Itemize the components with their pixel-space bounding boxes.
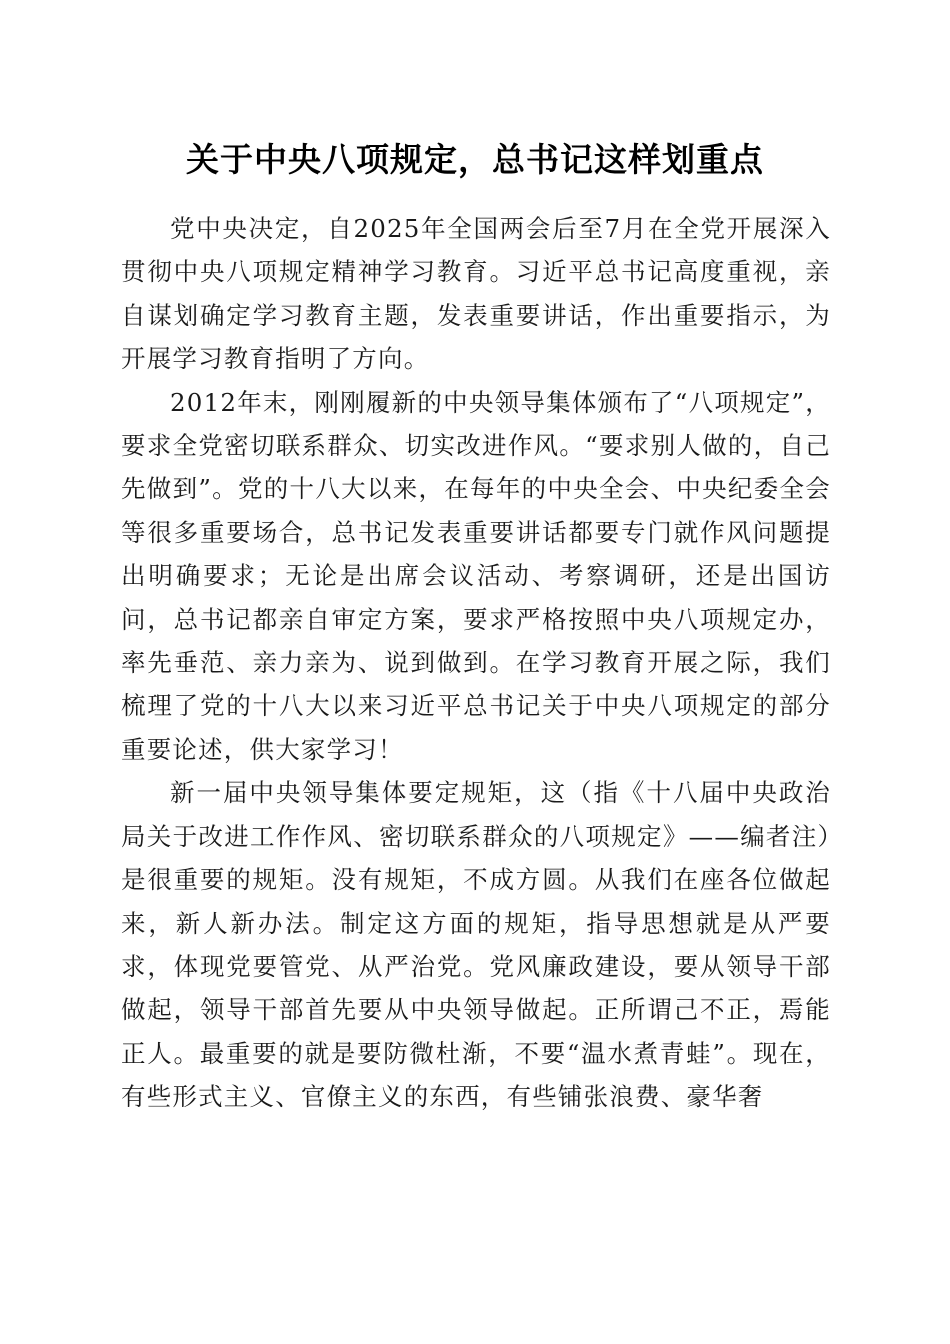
- document-title: 关于中央八项规定，总书记这样划重点: [186, 140, 764, 179]
- paragraph-2: 2012年末，刚刚履新的中央领导集体颁布了“八项规定”，要求全党密切联系群众、切实改进作风。“要求别人做的，自己先做到”。党的十八大以来，在每年的中央全会、中央纪委全会等很多重要场合，总书记发表重要讲话都要专门就作风问题提出明确要求；无论是出席会议活动、考察调研，还是出国访问，总书记都亲自审定方案，要求严格按照中央八项规定办，率先垂范、亲力亲为、说到做到。在学习教育开展之际，我们梳理了党的十八大以来习近平总书记关于中央八项规定的部分重要论述，供大家学习！: [121, 387, 831, 764]
- paragraph-1: 党中央决定，自2025年全国两会后至7月在全党开展深入贯彻中央八项规定精神学习教育。习近平总书记高度重视，亲自谋划确定学习教育主题，发表重要讲话，作出重要指示，为开展学习教育指明了方向。: [121, 214, 831, 374]
- document-body: [121, 207, 831, 1119]
- paragraph-3: 新一届中央领导集体要定规矩，这（指《十八届中央政治局关于改进工作作风、密切联系群众的八项规定》——编者注）是很重要的规矩。没有规矩，不成方圆。从我们在座各位做起来，新人新办法。制定这方面的规矩，指导思想就是从严要求，体现党要管党、从严治党。党风廉政建设，要从领导干部做起，领导干部首先要从中央领导做起。正所谓己不正，焉能正人。最重要的就是要防微杜渐，不要“温水煮青蛙”。现在，有些形式主义、官僚主义的东西，有些铺张浪费、豪华奢: [121, 778, 831, 1112]
